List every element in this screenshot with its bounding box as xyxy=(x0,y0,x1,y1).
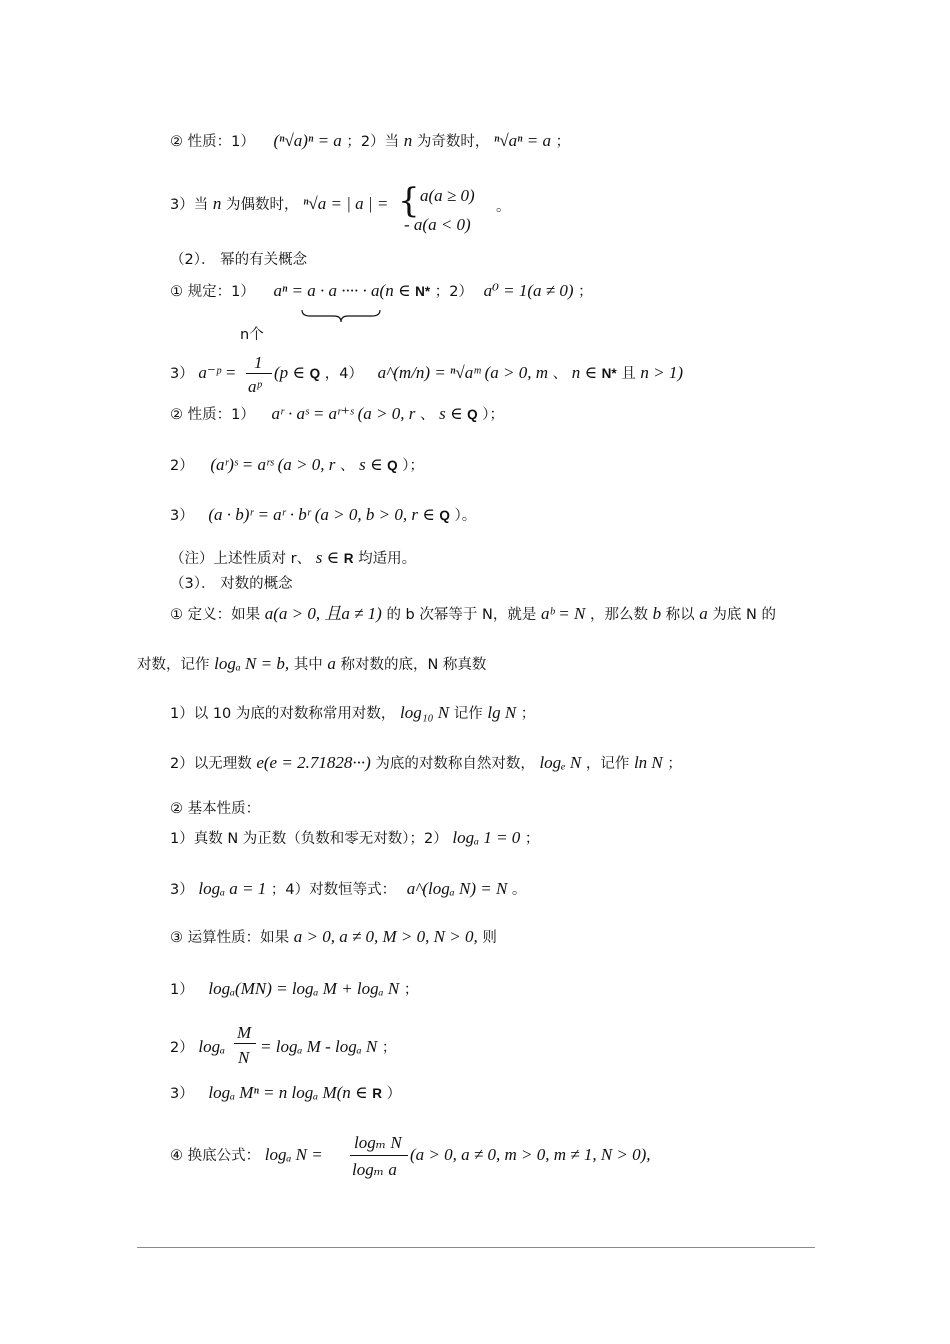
note-line xyxy=(170,549,416,567)
piecewise-brace: { xyxy=(398,181,420,221)
formula-nth-root-power: (ⁿ√a)ⁿ = a xyxy=(273,131,342,150)
log-definition-line xyxy=(170,605,776,623)
natural-log-line xyxy=(170,754,682,772)
set-N-star: N* xyxy=(415,284,431,299)
text: 1）真数 N 为正数（负数和零无对数）；2） xyxy=(170,831,448,847)
var-a: a xyxy=(327,654,336,673)
formula: logₐ xyxy=(198,1037,226,1056)
var-n: n xyxy=(212,194,222,213)
punct: 、 xyxy=(339,458,355,474)
var-a: a xyxy=(699,604,708,623)
text: 2）以无理数 xyxy=(170,756,252,772)
piecewise-case-positive: a(a ≥ 0) xyxy=(420,186,475,205)
formula: logₐ N = xyxy=(264,1145,323,1164)
fraction-denominator: N xyxy=(238,1048,250,1067)
fraction-numerator: M xyxy=(237,1023,252,1042)
text: 为底 N 的 xyxy=(712,607,776,623)
formula: s ∈ xyxy=(359,455,383,474)
label: ① 规定：1） xyxy=(170,284,255,300)
power-property-2 xyxy=(170,456,424,474)
label: 1） xyxy=(170,982,194,998)
log-basic-prop-line-1 xyxy=(170,829,539,847)
label: ② 性质：1） xyxy=(170,134,255,150)
formula-zero-power: a⁰ = 1(a ≠ 0) xyxy=(483,281,574,300)
punct: 。 xyxy=(496,199,511,215)
log-operation-3 xyxy=(170,1084,401,1102)
power-definition-line xyxy=(170,282,593,300)
radical-property-line-1 xyxy=(170,132,570,150)
var-n: n xyxy=(403,131,413,150)
formula: s ∈ xyxy=(315,548,340,567)
formula-power-rule: logₐ Mⁿ = n logₐ M(n ∈ xyxy=(208,1083,368,1102)
punct: ）。 xyxy=(454,508,477,524)
text: 为偶数时， xyxy=(225,197,299,213)
power-property-3 xyxy=(170,506,476,524)
set-N-star: N* xyxy=(601,366,617,381)
punct: ） xyxy=(386,1086,402,1102)
set-Q: Q xyxy=(309,366,321,381)
formula-log-identity: a^(logₐ N) = N xyxy=(406,879,508,898)
punct: ； xyxy=(578,284,593,300)
underbrace-label: n个 xyxy=(240,327,264,343)
label: 3） xyxy=(170,1086,194,1102)
fraction-numerator: logₘ N xyxy=(354,1133,402,1152)
punct: 。 xyxy=(511,882,527,898)
punct: ； xyxy=(520,706,536,722)
punct: ； xyxy=(381,1040,397,1056)
text: ，那么数 xyxy=(589,607,648,623)
text: ；4）对数恒等式： xyxy=(270,882,397,898)
power-definition-line-2 xyxy=(170,364,236,382)
change-of-base-cont xyxy=(410,1146,651,1164)
formula-negative-power: a⁻ᵖ = xyxy=(198,363,237,382)
formula: logₐ a = 1 xyxy=(198,879,267,898)
formula-conditions: (a > 0, a ≠ 0, m > 0, m ≠ 1, N > 0), xyxy=(410,1145,651,1164)
text: （注）上述性质对 r、 xyxy=(170,551,312,567)
punct: ； xyxy=(555,134,571,150)
subheading-basic-props: ② 基本性质： xyxy=(170,801,261,817)
formula: logₑ N xyxy=(539,753,582,772)
fraction-denominator: logₘ a xyxy=(352,1160,397,1179)
text: 则 xyxy=(482,930,497,946)
text: ，4） xyxy=(324,366,363,382)
fraction-bar xyxy=(246,373,272,374)
radical-property-line-2 xyxy=(170,195,388,213)
formula-odd-root: ⁿ√aⁿ = a xyxy=(493,131,551,150)
label: 2） xyxy=(170,458,194,474)
text: 的 b 次幂等于 N，就是 xyxy=(386,607,537,623)
punct: 、 xyxy=(552,366,568,382)
label: ④ 换底公式： xyxy=(170,1148,261,1164)
text: 记作 xyxy=(453,706,483,722)
text: 称对数的底，N 称真数 xyxy=(340,657,487,673)
formula: s ∈ xyxy=(439,404,463,423)
change-of-base-line xyxy=(170,1146,323,1164)
formula-power-def: aⁿ = a · a ···· · a(n ∈ xyxy=(273,281,411,300)
fraction-bar xyxy=(234,1043,256,1044)
underbrace xyxy=(300,308,382,324)
set-Q: Q xyxy=(439,508,450,523)
text: 对数，记作 xyxy=(137,657,210,673)
formula: logₐ 1 = 0 xyxy=(452,828,521,847)
punct: ； xyxy=(403,982,419,998)
label: 3）当 xyxy=(170,197,209,213)
label: 2） xyxy=(170,1040,194,1056)
section-heading-log: （3）． 对数的概念 xyxy=(170,576,293,592)
log-operation-heading xyxy=(170,928,497,946)
text: 且 xyxy=(621,366,636,382)
formula: logₐ N = b, xyxy=(214,654,290,673)
log-operation-2 xyxy=(170,1038,225,1056)
punct: ）； xyxy=(402,458,425,474)
text: ，记作 xyxy=(585,756,630,772)
label: ② 性质：1） xyxy=(170,407,255,423)
formula: log₁₀ N xyxy=(400,703,450,722)
label: 3） xyxy=(170,882,194,898)
formula: n ∈ xyxy=(571,363,598,382)
piecewise-case-negative: - a(a < 0) xyxy=(404,215,471,234)
formula: (p ∈ xyxy=(274,363,305,382)
common-log-line xyxy=(170,704,535,722)
text: 为奇数时， xyxy=(416,134,490,150)
log-basic-prop-line-2 xyxy=(170,880,526,898)
log-operation-2-cont xyxy=(260,1038,396,1056)
text: ③ 运算性质：如果 xyxy=(170,930,290,946)
formula: lg N xyxy=(487,703,517,722)
formula-quotient-rule: = logₐ M - logₐ N xyxy=(260,1037,378,1056)
power-property-1 xyxy=(170,405,504,423)
formula: a(a > 0, 且a ≠ 1) xyxy=(264,604,382,623)
set-Q: Q xyxy=(467,407,478,422)
text: 为底的对数称自然对数， xyxy=(375,756,535,772)
text: 称以 xyxy=(665,607,695,623)
formula-rational-power: a^(m/n) = ⁿ√aᵐ (a > 0, m xyxy=(377,363,548,382)
set-Q: Q xyxy=(387,458,398,473)
fraction-numerator: 1 xyxy=(254,353,263,372)
punct: 、 xyxy=(419,407,435,423)
footer-rule xyxy=(137,1247,815,1248)
punct: ）； xyxy=(482,407,505,423)
formula: aᵇ = N xyxy=(540,604,586,623)
set-R: R xyxy=(343,551,354,566)
section-heading-power: （2）． 幂的有关概念 xyxy=(170,252,308,268)
formula-even-root: ⁿ√a = | a | = xyxy=(303,194,389,213)
formula: n > 1) xyxy=(640,363,684,382)
set-R: R xyxy=(372,1086,382,1101)
fraction-denominator: aᵖ xyxy=(248,377,262,396)
power-definition-line-2-cont xyxy=(274,364,683,382)
formula-product-rule: logₐ(MN) = logₐ M + logₐ N xyxy=(208,979,400,998)
text: ；2） xyxy=(434,284,473,300)
label: 3） xyxy=(170,508,194,524)
text: ；2）当 xyxy=(346,134,400,150)
text: 其中 xyxy=(293,657,323,673)
formula: (a · b)ʳ = aʳ · bʳ (a > 0, b > 0, r ∈ xyxy=(208,505,435,524)
formula: a > 0, a ≠ 0, M > 0, N > 0, xyxy=(293,927,478,946)
text: 1）以 10 为底的对数称常用对数， xyxy=(170,706,396,722)
label: 3） xyxy=(170,366,194,382)
label: ① 定义：如果 xyxy=(170,607,261,623)
log-definition-line-2 xyxy=(137,655,486,673)
log-operation-1 xyxy=(170,980,418,998)
formula: aʳ · aˢ = aʳ⁺ˢ (a > 0, r xyxy=(271,404,416,423)
punct: ； xyxy=(667,756,682,772)
var-b: b xyxy=(652,604,662,623)
formula: (aʳ)ˢ = aʳˢ (a > 0, r xyxy=(210,455,336,474)
punct: ； xyxy=(524,831,540,847)
fraction-bar xyxy=(350,1155,408,1156)
formula: e(e = 2.71828···) xyxy=(256,753,371,772)
formula: ln N xyxy=(633,753,663,772)
text: 均适用。 xyxy=(358,551,417,567)
